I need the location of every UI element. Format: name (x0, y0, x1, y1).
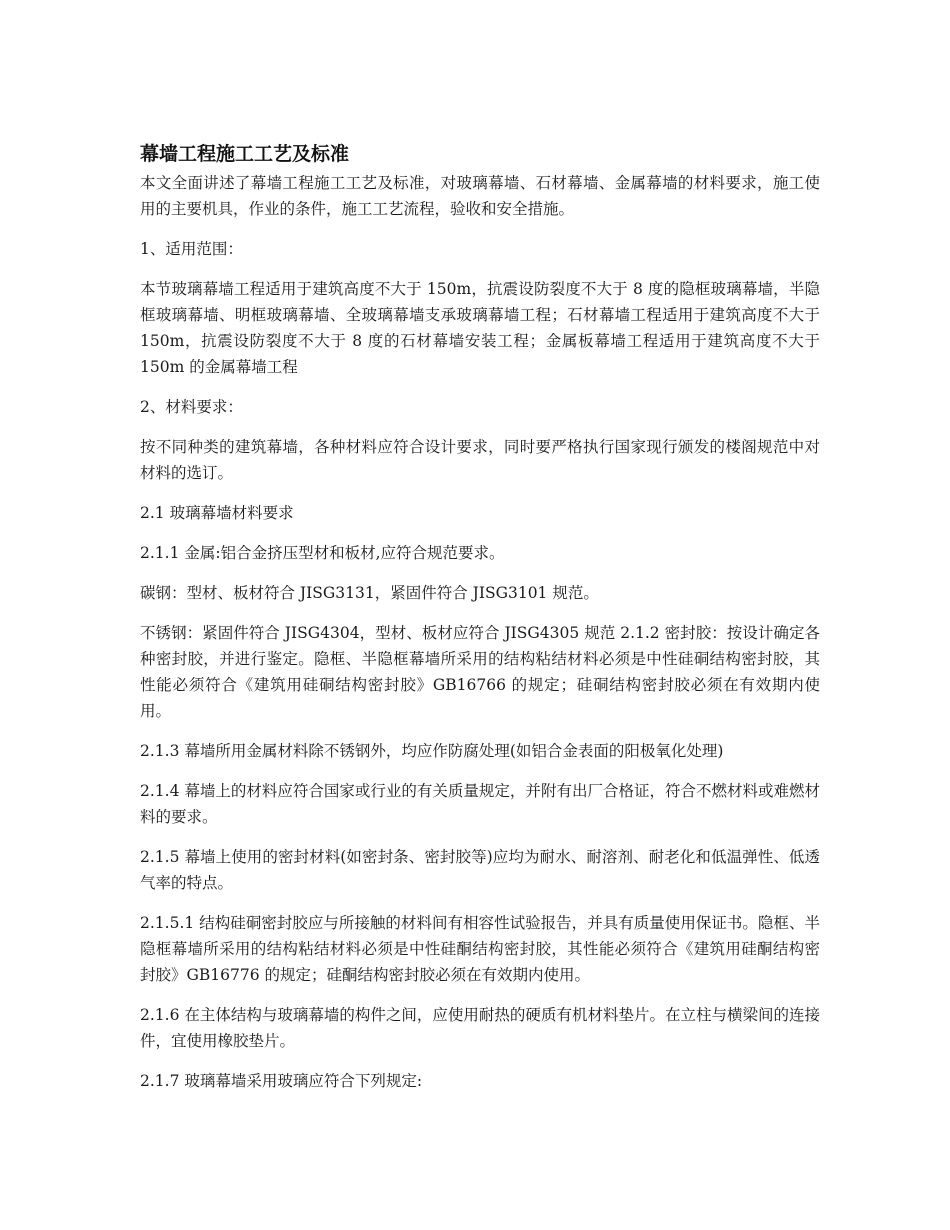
subsection-2-1-1: 2.1.1 金属:铝合金挤压型材和板材,应符合规范要求。 (140, 544, 505, 562)
carbon-steel-paragraph: 碳钢：型材、板材符合 JISG3131，紧固件符合 JISG3101 规范。 (140, 584, 599, 602)
subsection-2-1-heading: 2.1 玻璃幕墙材料要求 (140, 504, 294, 522)
document-title: 幕墙工程施工工艺及标准 (140, 143, 350, 165)
stainless-steel-paragraph: 不锈钢：紧固件符合 JISG4304，型材、板材应符合 JISG4305 规范 2.1.2 密封胶：按设计确定各种密封胶，并进行鉴定。隐框、半隐框幕墙所采用的结构粘结材料必须是中性硅硐结构密封胶，其性能必须符合《建筑用硅硐结构密封胶》GB16766 的规定；硅硐结构密封胶必须在有效期内使用。 (140, 624, 820, 720)
subsection-2-1-6: 2.1.6 在主体结构与玻璃幕墙的构件之间，应使用耐热的硬质有机材料垫片。在立柱与横梁间的连接件，宜使用橡胶垫片。 (140, 1006, 820, 1050)
section-2-body: 按不同种类的建筑幕墙，各种材料应符合设计要求，同时要严格执行国家现行颁发的楼阁规范中对材料的选订。 (140, 438, 820, 482)
section-1-heading: 1、适用范围： (140, 240, 243, 258)
section-2-heading: 2、材料要求： (140, 398, 243, 416)
subsection-2-1-5: 2.1.5 幕墙上使用的密封材料(如密封条、密封胶等)应均为耐水、耐溶剂、耐老化和低温弹性、低透气率的特点。 (140, 848, 820, 892)
subsection-2-1-5-1: 2.1.5.1 结构硅硐密封胶应与所接触的材料间有相容性试验报告，并具有质量使用保证书。隐框、半隐框幕墙所采用的结构粘结材料必须是中性硅酮结构密封胶，其性能必须符合《建筑用硅酮结构密封胶》GB16776 的规定；硅酮结构密封胶必须在有效期内使用。 (140, 914, 820, 984)
section-1-body: 本节玻璃幕墙工程适用于建筑高度不大于 150m，抗震设防裂度不大于 8 度的隐框玻璃幕墙，半隐框玻璃幕墙、明框玻璃幕墙、全玻璃幕墙支承玻璃幕墙工程；石材幕墙工程适用于建筑高度不大于 150m，抗震设防裂度不大于 8 度的石材幕墙安装工程；金属板幕墙工程适用于建筑高度不大于 150m 的金属幕墙工程 (140, 280, 820, 376)
intro-paragraph: 本文全面讲述了幕墙工程施工工艺及标准，对玻璃幕墙、石材幕墙、金属幕墙的材料要求，施工使用的主要机具，作业的条件，施工工艺流程，验收和安全措施。 (140, 174, 820, 218)
subsection-2-1-7: 2.1.7 玻璃幕墙采用玻璃应符合下列规定: (140, 1072, 423, 1090)
document-page (140, 140, 820, 1108)
subsection-2-1-3: 2.1.3 幕墙所用金属材料除不锈钢外，均应作防腐处理(如铝合金表面的阳极氧化处理) (140, 742, 724, 760)
subsection-2-1-4: 2.1.4 幕墙上的材料应符合国家或行业的有关质量规定，并附有出厂合格证，符合不燃材料或难燃材料的要求。 (140, 782, 820, 826)
